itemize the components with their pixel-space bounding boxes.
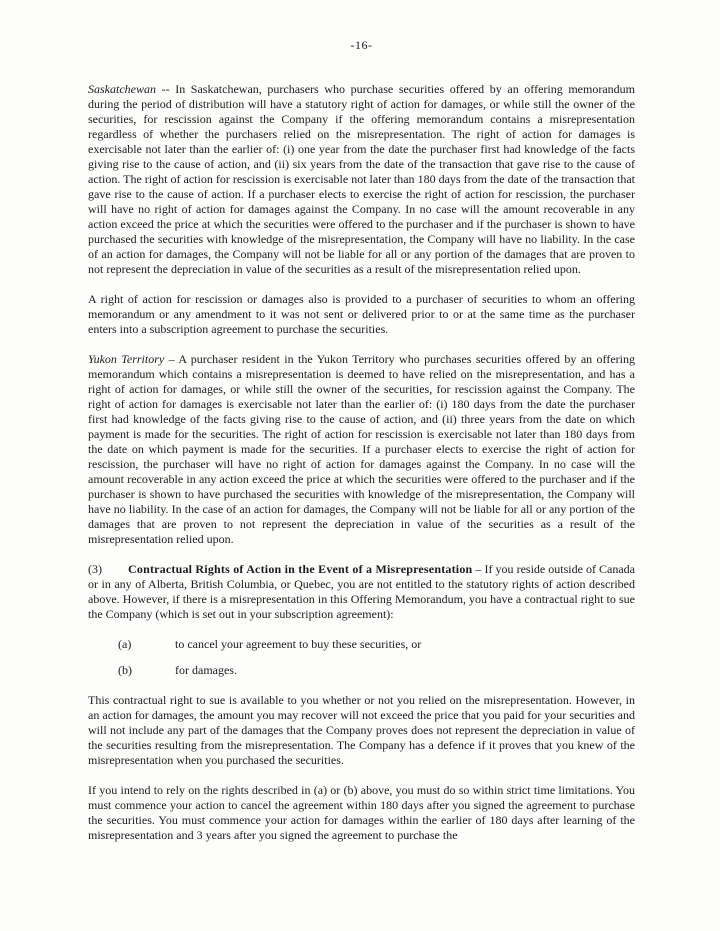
contractual-rights-heading: Contractual Rights of Action in the Event of a Misrepresentation (128, 562, 473, 576)
section-number: (3) (88, 562, 102, 576)
yukon-jurisdiction-label: Yukon Territory (88, 352, 165, 366)
yukon-separator: – (164, 352, 179, 366)
yukon-body-text: A purchaser resident in the Yukon Territory who purchases securities offered by an offering memorandum which contains a misrepresentation is deemed to have relied on the misrepresentation, and has a right of action for damages, or while still the owner of the securities, for rescission against the Company. The right of action for damages is exercisable not later than the earlier of: (i) 180 days from the date the purchaser first had knowledge of the facts giving rise to the cause of action, and (ii) three years from the date on which payment is made for the securities. The right of action for rescission is exercisable not later than 180 days from the date on which payment is made for the securities. If a purchaser elects to exercise the right of action for rescission, the purchaser will have no right of action for damages against the Company. In no case will the amount recoverable in any action exceed the price at which the securities were offered to the purchaser and if the purchaser is shown to have purchased the securities with knowledge of the misrepresentation, the Company will have no liability. In the case of an action for damages, the Company will not be liable for all or any portion of the damages that are proven to not represent the depreciation in value of the securities as a result of the misrepresentation relied upon. (88, 352, 635, 546)
list-text-a: to cancel your agreement to buy these securities, or (175, 637, 422, 651)
contractual-separator: – (472, 562, 485, 576)
remedies-list (118, 637, 635, 678)
saskatchewan-jurisdiction-label: Saskatchewan (88, 82, 156, 96)
saskatchewan-body-text: In Saskatchewan, purchasers who purchase securities offered by an offering memorandum during the period of distribution will have a statutory right of action for damages, or while still the owner of the securities, for rescission against the Company if the offering memorandum contains a misrepresentation regardless of whether the purchasers relied on the misrepresentation. The right of action for damages is exercisable not later than the earlier of: (i) one year from the date the purchaser first had knowledge of the facts giving rise to the cause of action, and (ii) six years from the date of the transaction that gave rise to the cause of action. The right of action for rescission is exercisable not later than 180 days from the date of the transaction that gave rise to the cause of action. If a purchaser elects to exercise the right of action for rescission, the purchaser will have no right of action for damages against the Company. In no case will the amount recoverable in any action exceed the price at which the securities were offered to the purchaser and if the purchaser is shown to have purchased the securities with knowledge of the misrepresentation, the Company will have no liability. In the case of an action for damages, the Company will not be liable for all or any portion of the damages that are proven to not represent the depreciation in value of the securities as a result of the misrepresentation relied upon. (88, 82, 635, 276)
contractual-note-text: This contractual right to sue is available to you whether or not you relied on the misrepresentation. However, in an action for damages, the amount you may recover will not exceed the price that you paid for your securities and will not include any part of the damages that the Company proves does not represent the depreciation in value of the securities resulting from the misrepresentation. The Company has a defence if it proves that you knew of the misrepresentation when you purchased the securities. (88, 693, 635, 767)
list-item-cancel (118, 637, 635, 652)
list-marker-b: (b) (118, 663, 132, 677)
list-marker-a: (a) (118, 637, 132, 651)
paragraph-contractual-note (88, 693, 635, 768)
page-number: -16- (350, 38, 373, 52)
paragraph-yukon-rights (88, 352, 635, 547)
paragraph-rescission-note (88, 292, 635, 337)
contractual-body-text: If you reside outside of Canada or in any of Alberta, British Columbia, or Quebec, you are not entitled to the statutory rights of action described above. However, if there is a misrepresentation in this Offering Memorandum, you have a contractual right to sue the Company (which is set out in your subscription agreement): (88, 562, 636, 621)
rescission-note-text: A right of action for rescission or damages also is provided to a purchaser of securities to whom an offering memorandum or any amendment to it was not sent or delivered prior to or at the same time as the purchaser enters into a subscription agreement to purchase the securities. (88, 292, 635, 336)
paragraph-time-limitations (88, 783, 635, 843)
paragraph-saskatchewan-rights (88, 82, 635, 277)
paragraph-contractual-rights (88, 562, 635, 622)
time-limitations-text: If you intend to rely on the rights described in (a) or (b) above, you must do so within strict time limitations. You must commence your action to cancel the agreement within 180 days after you signed the agreement to purchase the securities. You must commence your action for damages within the earlier of 180 days after learning of the misrepresentation and 3 years after you signed the agreement to purchase the (88, 783, 635, 842)
list-item-damages (118, 663, 635, 678)
saskatchewan-separator: -- (156, 82, 176, 96)
list-text-b: for damages. (175, 663, 237, 677)
